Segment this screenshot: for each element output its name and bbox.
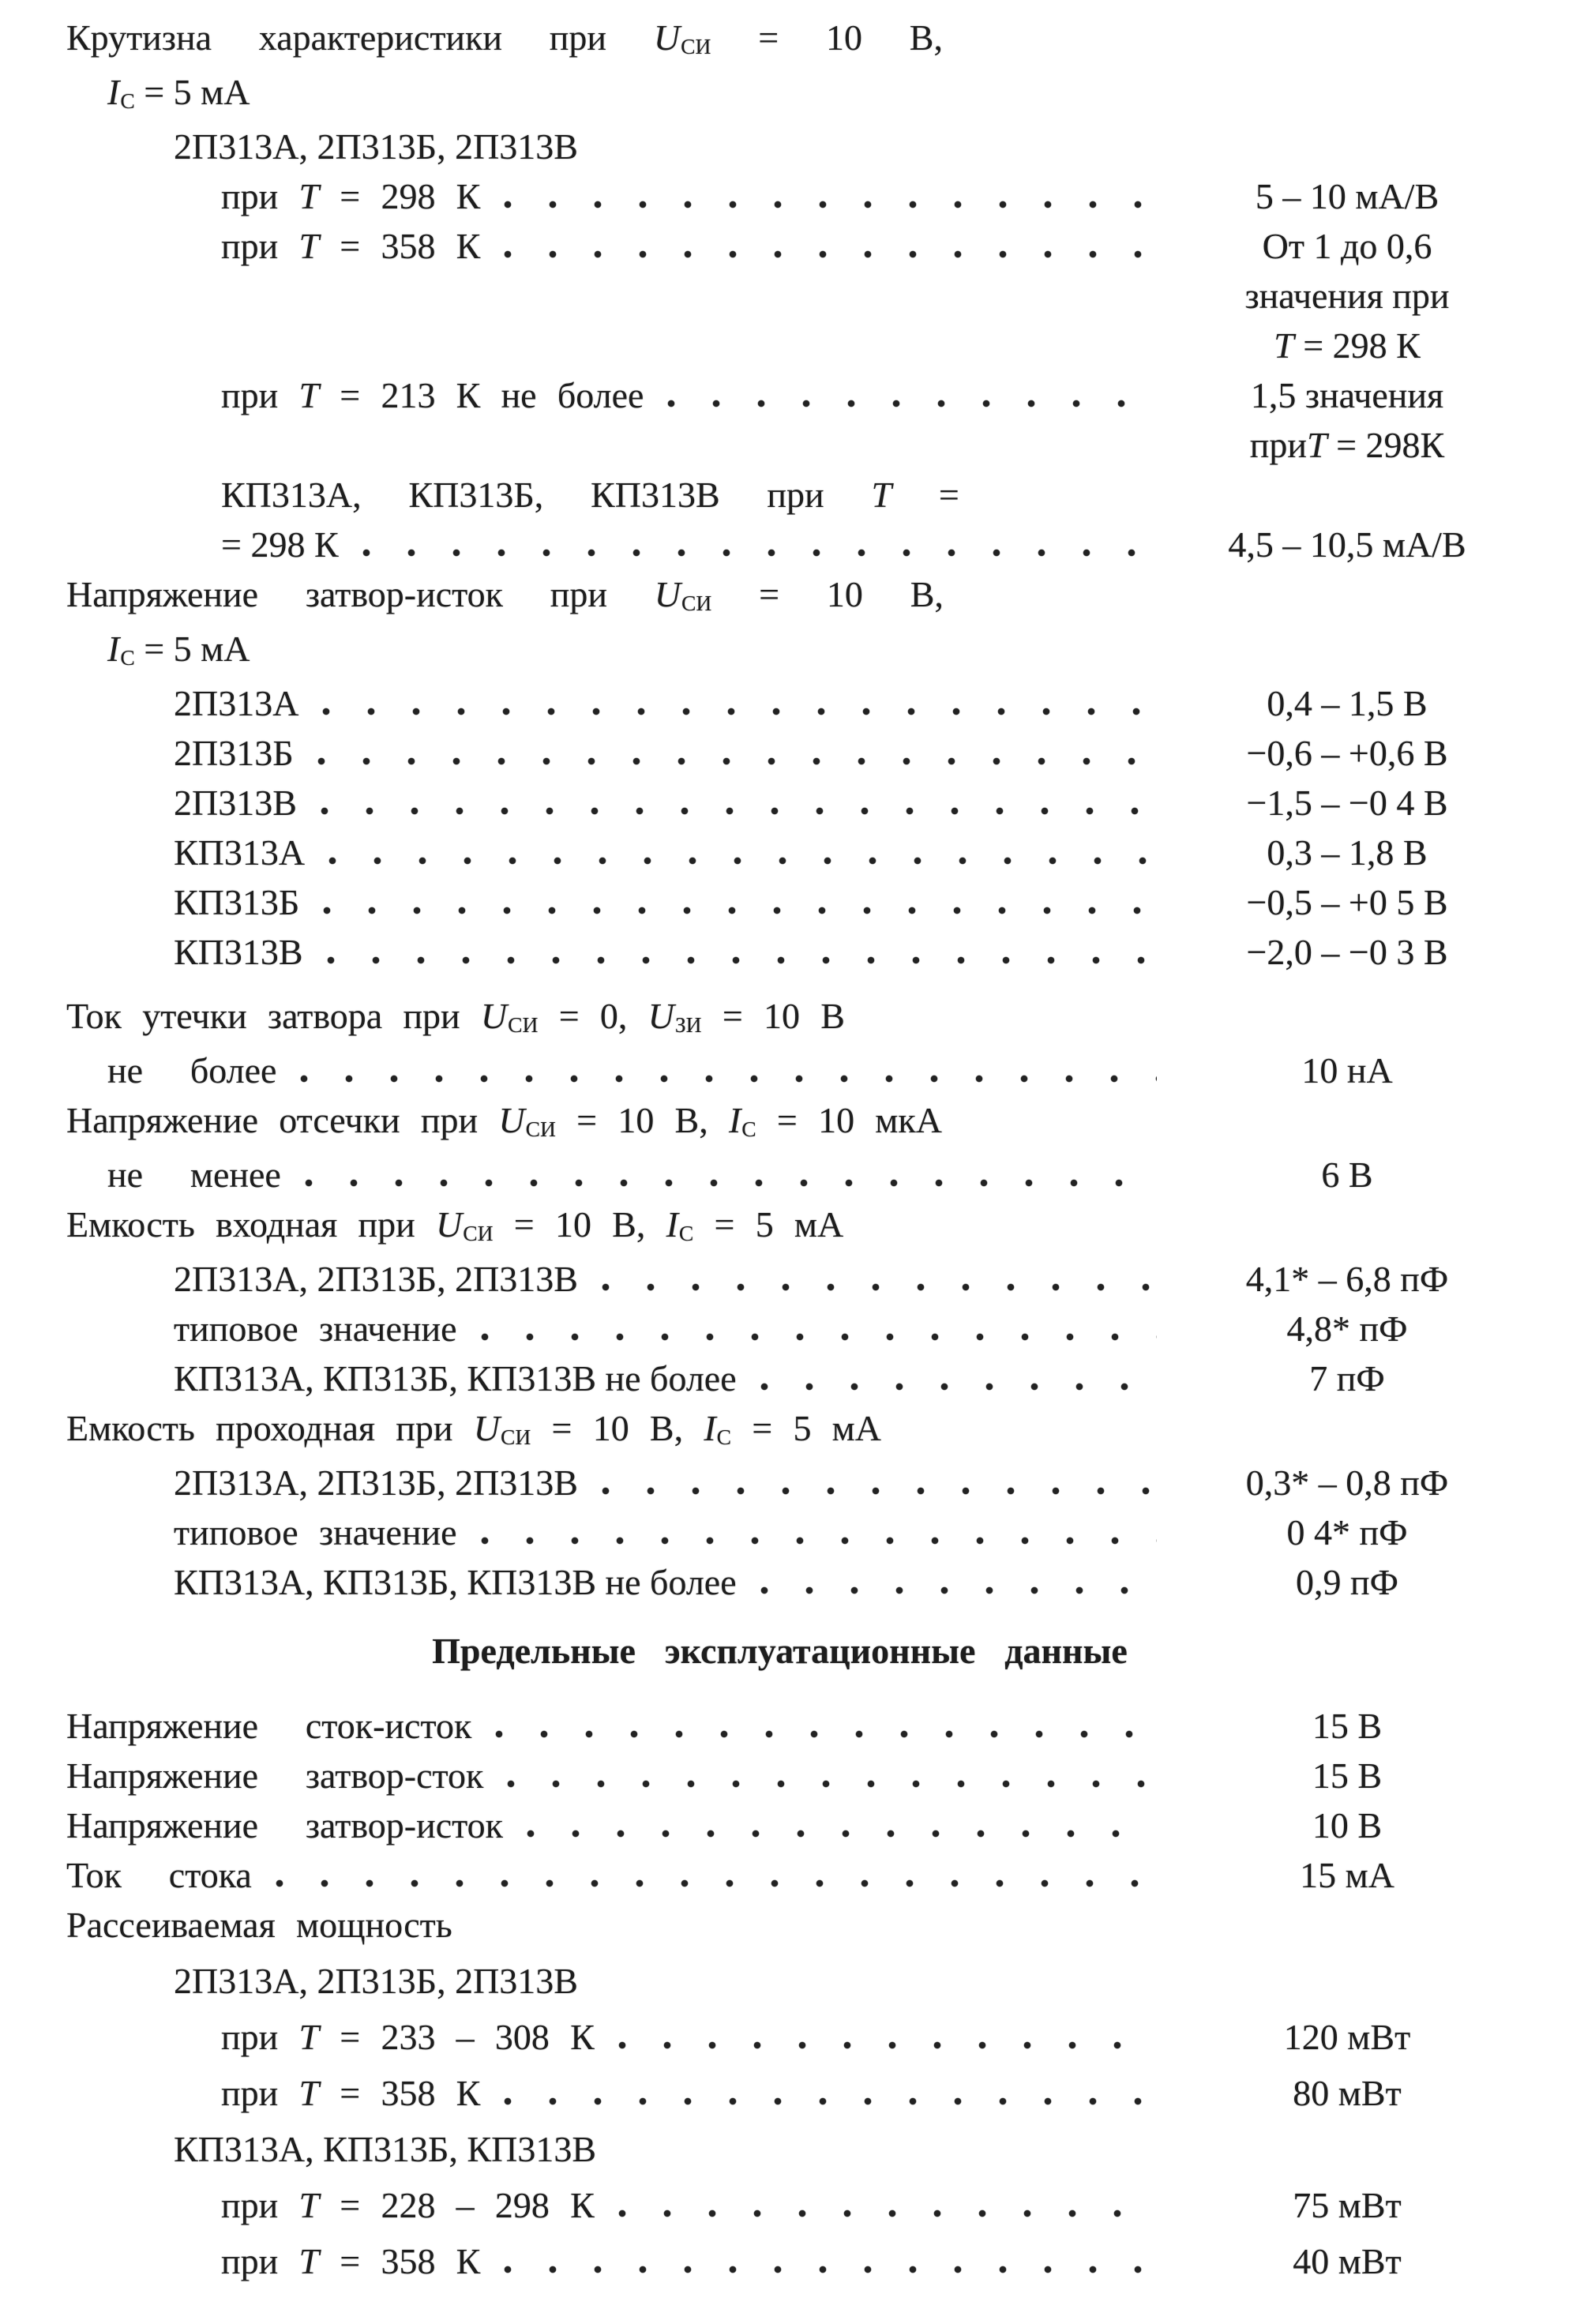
- spec-label: КП313В: [174, 932, 303, 972]
- spec-label: не более: [107, 1050, 277, 1091]
- spec-value: −0,6 – +0,6 В: [1246, 733, 1448, 773]
- spec-value: От 1 до 0,6: [1262, 226, 1432, 266]
- spec-value: 6 В: [1321, 1154, 1373, 1195]
- spec-label: $I_С = 5$ мА: [107, 629, 250, 670]
- spec-row: [66, 321, 1517, 370]
- spec-value: 10 В: [1312, 1805, 1383, 1845]
- spec-label: 2П313Б: [174, 733, 294, 773]
- spec-value: 0,4 – 1,5 В: [1267, 683, 1428, 723]
- dot-leader: [362, 548, 1157, 557]
- spec-row: [66, 877, 1517, 927]
- spec-label: Рассеиваемая мощность: [66, 1905, 452, 1945]
- dot-leader: [495, 1729, 1157, 1738]
- spec-value: 0,3 – 1,8 В: [1267, 832, 1428, 873]
- spec-value: 80 мВт: [1293, 2073, 1402, 2113]
- spec-label: Напряжение затвор-исток при $U_{СИ} = 10$ В,: [66, 574, 944, 615]
- spec-value: 0,3* – 0,8 пФ: [1245, 1462, 1449, 1503]
- dot-leader: [481, 1332, 1157, 1341]
- spec-row: [66, 2236, 1517, 2286]
- dot-leader: [481, 1536, 1157, 1545]
- spec-row: [66, 1403, 1517, 1458]
- spec-row: [66, 2124, 1517, 2174]
- dot-leader: [760, 1586, 1157, 1594]
- dot-leader: [317, 757, 1157, 765]
- spec-value: приT = 298К: [1249, 425, 1445, 465]
- spec-row: [66, 1254, 1517, 1304]
- spec-label: при T = 213 К не более: [221, 375, 644, 415]
- spec-row: [66, 728, 1517, 778]
- dot-leader: [328, 856, 1157, 865]
- spec-value: 15 мА: [1300, 1855, 1394, 1895]
- spec-row: [66, 1956, 1517, 2006]
- spec-row: [66, 13, 1517, 67]
- dot-leader: [323, 906, 1157, 914]
- spec-value: 1,5 значения: [1250, 375, 1444, 415]
- spec-row: [66, 927, 1517, 977]
- spec-row: [66, 1458, 1517, 1507]
- spec-label: Напряжение отсечки при $U_{СИ} = 10$ В, $I_С = 10$ мкА: [66, 1100, 942, 1141]
- spec-row: [66, 1095, 1517, 1150]
- spec-value: 4,5 – 10,5 мА/В: [1228, 524, 1466, 565]
- spec-value: T = 298 К: [1274, 325, 1421, 366]
- spec-row: [66, 2012, 1517, 2062]
- spec-row: [66, 569, 1517, 624]
- dot-leader: [327, 956, 1157, 964]
- spec-row: [66, 1850, 1517, 1900]
- spec-row: [66, 1150, 1517, 1200]
- spec-row: [66, 1701, 1517, 1751]
- spec-label: 2П313А, 2П313Б, 2П313В: [174, 1961, 578, 2001]
- spec-value: 10 нА: [1301, 1050, 1393, 1091]
- spec-value: 120 мВт: [1283, 2017, 1411, 2057]
- spec-label: при T = 298 К: [221, 176, 481, 216]
- spec-value: 4,8* пФ: [1286, 1308, 1408, 1349]
- spec-row: [66, 520, 1517, 569]
- spec-label: 2П313В: [174, 783, 297, 823]
- spec-label: 2П313А, 2П313Б, 2П313В: [174, 1259, 578, 1299]
- spec-label: Напряжение затвор-исток: [66, 1805, 503, 1845]
- spec-value: 75 мВт: [1293, 2185, 1402, 2225]
- dot-leader: [322, 707, 1157, 715]
- spec-row: [66, 221, 1517, 271]
- spec-label: при T = 233 – 308 К: [221, 2017, 595, 2057]
- spec-label: Емкость проходная при $U_{СИ} = 10$ В, $I_С = 5$ мА: [66, 1408, 882, 1449]
- dot-leader: [300, 1074, 1157, 1083]
- spec-value: 40 мВт: [1293, 2241, 1402, 2281]
- dot-leader: [602, 1486, 1157, 1495]
- dot-leader: [504, 250, 1157, 258]
- spec-label: КП313А: [174, 832, 306, 873]
- spec-row: [66, 470, 1517, 520]
- spec-value: 0 4* пФ: [1286, 1512, 1408, 1552]
- spec-row: [66, 1507, 1517, 1557]
- spec-label: КП313А, КП313Б, КП313В не более: [174, 1562, 737, 1602]
- spec-value: 15 В: [1312, 1755, 1383, 1796]
- dot-leader: [504, 200, 1157, 208]
- dot-leader: [618, 2209, 1157, 2217]
- spec-row: [66, 1751, 1517, 1800]
- spec-row: [66, 678, 1517, 728]
- spec-row: [66, 2180, 1517, 2230]
- spec-row: [66, 67, 1517, 122]
- spec-value: значения при: [1244, 276, 1450, 316]
- spec-label: КП313А, КП313Б, КП313В не более: [174, 1358, 737, 1399]
- dot-leader: [321, 806, 1157, 815]
- spec-label: Емкость входная при $U_{СИ} = 10$ В, $I_С = 5$ мА: [66, 1204, 844, 1245]
- spec-label: $I_С = 5$ мА: [107, 72, 250, 113]
- spec-value: 0,9 пФ: [1296, 1562, 1398, 1602]
- spec-label: КП313А, КП313Б, КП313В: [174, 2129, 597, 2169]
- dot-leader: [504, 2097, 1157, 2105]
- spec-label: при T = 358 К: [221, 2073, 481, 2113]
- spec-row: [66, 1900, 1517, 1950]
- spec-row: [66, 271, 1517, 321]
- dot-leader: [276, 1879, 1157, 1887]
- spec-label: при T = 358 К: [221, 226, 481, 266]
- spec-label: КП313Б: [174, 882, 300, 922]
- dot-leader: [602, 1282, 1157, 1291]
- limits-heading: Предельные эксплуатационные данные: [432, 1631, 1128, 1671]
- dot-leader: [527, 1829, 1157, 1838]
- spec-value: −0,5 – +0 5 В: [1246, 882, 1448, 922]
- spec-row: [66, 420, 1517, 470]
- spec-label: не менее: [107, 1154, 281, 1195]
- spec-row: [66, 2068, 1517, 2118]
- dot-leader: [504, 2265, 1157, 2273]
- spec-label: 2П313А, 2П313Б, 2П313В: [174, 126, 578, 167]
- spec-value: −1,5 – −0 4 В: [1246, 783, 1448, 823]
- spec-value: 4,1* – 6,8 пФ: [1245, 1259, 1449, 1299]
- spec-row: [66, 778, 1517, 828]
- spec-label: Крутизна характеристики при $U_{СИ} = 10$ В,: [66, 17, 943, 58]
- dot-leader: [305, 1178, 1157, 1187]
- spec-label: при T = 358 К: [221, 2241, 481, 2281]
- spec-value: 7 пФ: [1309, 1358, 1385, 1399]
- spec-label: типовое значение: [174, 1308, 457, 1349]
- dot-leader: [760, 1382, 1157, 1391]
- spec-row: [66, 624, 1517, 678]
- spec-label: = 298 К: [221, 524, 339, 565]
- spec-label: КП313А, КП313Б, КП313В при T =: [221, 475, 959, 515]
- spec-row: [66, 171, 1517, 221]
- spec-row: [66, 991, 1517, 1046]
- dot-leader: [618, 2041, 1157, 2049]
- dot-leader: [507, 1779, 1157, 1788]
- spec-label: при T = 228 – 298 К: [221, 2185, 595, 2225]
- spec-label: 2П313А: [174, 683, 299, 723]
- spec-label: 2П313А, 2П313Б, 2П313В: [174, 1462, 578, 1503]
- spec-label: типовое значение: [174, 1512, 457, 1552]
- spec-label: Напряжение затвор-сток: [66, 1755, 484, 1796]
- spec-label: Напряжение сток-исток: [66, 1706, 472, 1746]
- spec-row: [66, 1046, 1517, 1095]
- spec-row: [66, 370, 1517, 420]
- spec-label: Ток утечки затвора при $U_{СИ} = 0$, $U_{ЗИ} = 10$ В: [66, 996, 845, 1037]
- dot-leader: [667, 399, 1157, 407]
- spec-value: 5 – 10 мА/В: [1255, 176, 1440, 216]
- spec-row: [66, 122, 1517, 171]
- spec-value: 15 В: [1312, 1706, 1383, 1746]
- spec-row: [66, 1353, 1517, 1403]
- spec-value: −2,0 – −0 3 В: [1246, 932, 1448, 972]
- spec-row: [66, 1200, 1517, 1254]
- spec-row: [66, 1557, 1517, 1607]
- spec-label: Ток стока: [66, 1855, 252, 1895]
- spec-row: [66, 828, 1517, 877]
- spec-row: [66, 1304, 1517, 1353]
- spec-row: [66, 1800, 1517, 1850]
